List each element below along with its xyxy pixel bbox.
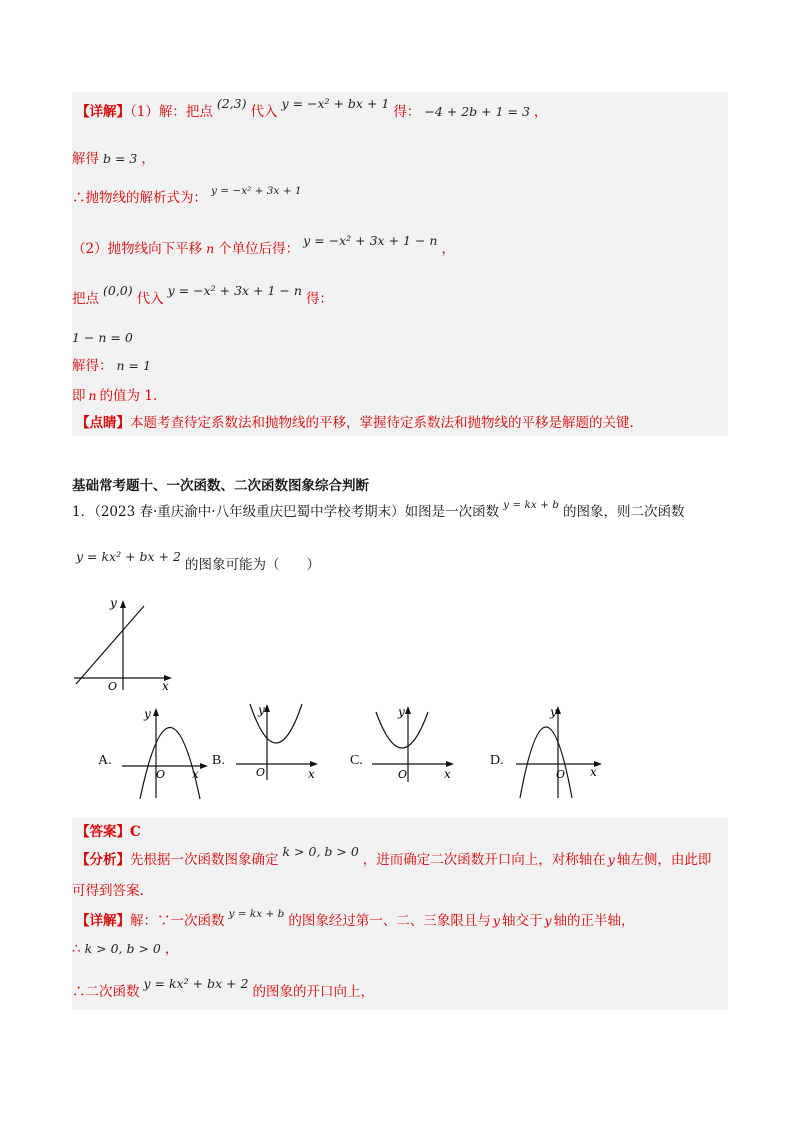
question-number: 1． bbox=[72, 504, 95, 520]
formula: −4 + 2b + 1 = 3 bbox=[424, 104, 530, 119]
question-line-2: y = kx² + bx + 2的图象可能为（ ） bbox=[76, 549, 320, 573]
formula: y = kx² + bx + 2 bbox=[76, 549, 181, 564]
detail-line-6 bbox=[68, 329, 137, 347]
svg-text:O: O bbox=[156, 768, 166, 781]
svg-text:y: y bbox=[398, 705, 405, 719]
svg-text:O: O bbox=[398, 768, 408, 781]
detail-line-5: 把点(0,0)代入y = −x² + 3x + 1 − n得： bbox=[72, 283, 333, 307]
formula: b = 3 bbox=[103, 151, 138, 166]
remark-line: 【点睛】本题考查待定系数法和抛物线的平移，掌握待定系数法和抛物线的平移是解题的关键. bbox=[76, 415, 634, 431]
answer-line bbox=[76, 823, 141, 841]
option-c-label[interactable]: C. bbox=[350, 753, 363, 768]
parabola-a bbox=[140, 728, 200, 800]
analysis-line-2: 可得到答案. bbox=[72, 883, 144, 899]
formula: y = kx + b bbox=[503, 499, 559, 511]
svg-text:x: x bbox=[444, 767, 451, 781]
origin-label: O bbox=[108, 680, 118, 692]
option-b-graph[interactable] bbox=[234, 700, 326, 786]
detail-line-b: ∴ k > 0, b > 0 ， bbox=[72, 941, 179, 957]
analysis-line-1: 【分析】先根据一次函数图象确定k > 0, b > 0，进而确定二次函数开口向上，对称轴在 y 轴左侧，由此即 bbox=[76, 844, 712, 868]
parabola-d bbox=[520, 727, 572, 798]
svg-text:y: y bbox=[144, 707, 151, 721]
detail-line-c: ∴二次函数y = kx² + bx + 2的图象的开口向上， bbox=[72, 976, 374, 1000]
x-label: x bbox=[162, 679, 169, 692]
formula: 1 − n = 0 bbox=[72, 330, 133, 345]
formula: y = kx² + bx + 2 bbox=[143, 976, 249, 991]
detail-tag: 【详解】 bbox=[76, 104, 130, 120]
linear-graph bbox=[68, 592, 178, 692]
point-0-0: (0,0) bbox=[103, 283, 133, 298]
detail-line-7: 解得： n = 1 bbox=[72, 358, 151, 374]
option-a-label[interactable]: A. bbox=[98, 753, 112, 768]
formula: y = kx + b bbox=[228, 908, 285, 920]
y-label: y bbox=[110, 596, 117, 610]
option-c-graph[interactable] bbox=[370, 702, 462, 786]
option-a-graph[interactable] bbox=[120, 702, 212, 802]
svg-text:y: y bbox=[258, 703, 265, 717]
svg-text:x: x bbox=[308, 767, 315, 781]
formula: y = −x² + 3x + 1 − n bbox=[167, 283, 302, 298]
svg-text:x: x bbox=[590, 765, 597, 779]
formula: k > 0, b > 0 bbox=[84, 941, 161, 956]
remark-tag: 【点睛】 bbox=[76, 415, 130, 431]
answer-value: C bbox=[130, 824, 141, 840]
detail-line-2: 解得 b = 3 ， bbox=[72, 151, 155, 167]
solution-block-top bbox=[72, 92, 728, 436]
answer-tag: 【答案】 bbox=[76, 824, 130, 840]
svg-text:y: y bbox=[550, 705, 557, 719]
detail-line-1: 【详解】（1）解：把点(2,3)代入y = −x² + bx + 1得： −4 + 2b + 1 = 3 ， bbox=[76, 96, 548, 120]
option-d-label[interactable]: D. bbox=[490, 753, 504, 768]
detail-line-4: （2）抛物线向下平移 n 个单位后得：y = −x² + 3x + 1 − n， bbox=[72, 233, 455, 257]
svg-text:x: x bbox=[192, 767, 199, 781]
section-heading: 基础常考题十、一次函数、二次函数图象综合判断 bbox=[72, 478, 369, 494]
detail-tag: 【详解】 bbox=[76, 913, 130, 929]
formula: y = −x² + 3x + 1 bbox=[211, 185, 302, 197]
option-d-graph[interactable] bbox=[514, 700, 608, 800]
detail-line-3: ∴抛物线的解析式为： $^{y = -x^2 + 3x + 1}$ bbox=[72, 185, 302, 206]
y-arrow bbox=[120, 600, 126, 608]
formula: y = −x² + bx + 1 bbox=[281, 96, 390, 111]
formula: n = 1 bbox=[116, 358, 151, 373]
line-y-kx-b bbox=[76, 606, 144, 684]
svg-text:O: O bbox=[556, 768, 566, 781]
question-line-1: 1．（2023 春·重庆渝中·八年级重庆巴蜀中学校考期末）如图是一次函数 $^{y = kx + b}$ 的图象，则二次函数 bbox=[72, 499, 685, 520]
formula: k > 0, b > 0 bbox=[282, 844, 359, 859]
detail-line-a: 【详解】解：∵一次函数 $^{y = kx + b}$ 的图象经过第一、二、三象限且与 y 轴交于 y 轴的正半轴， bbox=[76, 908, 635, 929]
point-2-3: (2,3) bbox=[216, 96, 247, 111]
svg-text:O: O bbox=[256, 766, 266, 779]
detail-line-8: 即 n 的值为 1. bbox=[72, 388, 158, 404]
formula: y = −x² + 3x + 1 − n bbox=[303, 233, 438, 248]
option-b-label[interactable]: B. bbox=[212, 753, 225, 768]
analysis-tag: 【分析】 bbox=[76, 852, 130, 868]
